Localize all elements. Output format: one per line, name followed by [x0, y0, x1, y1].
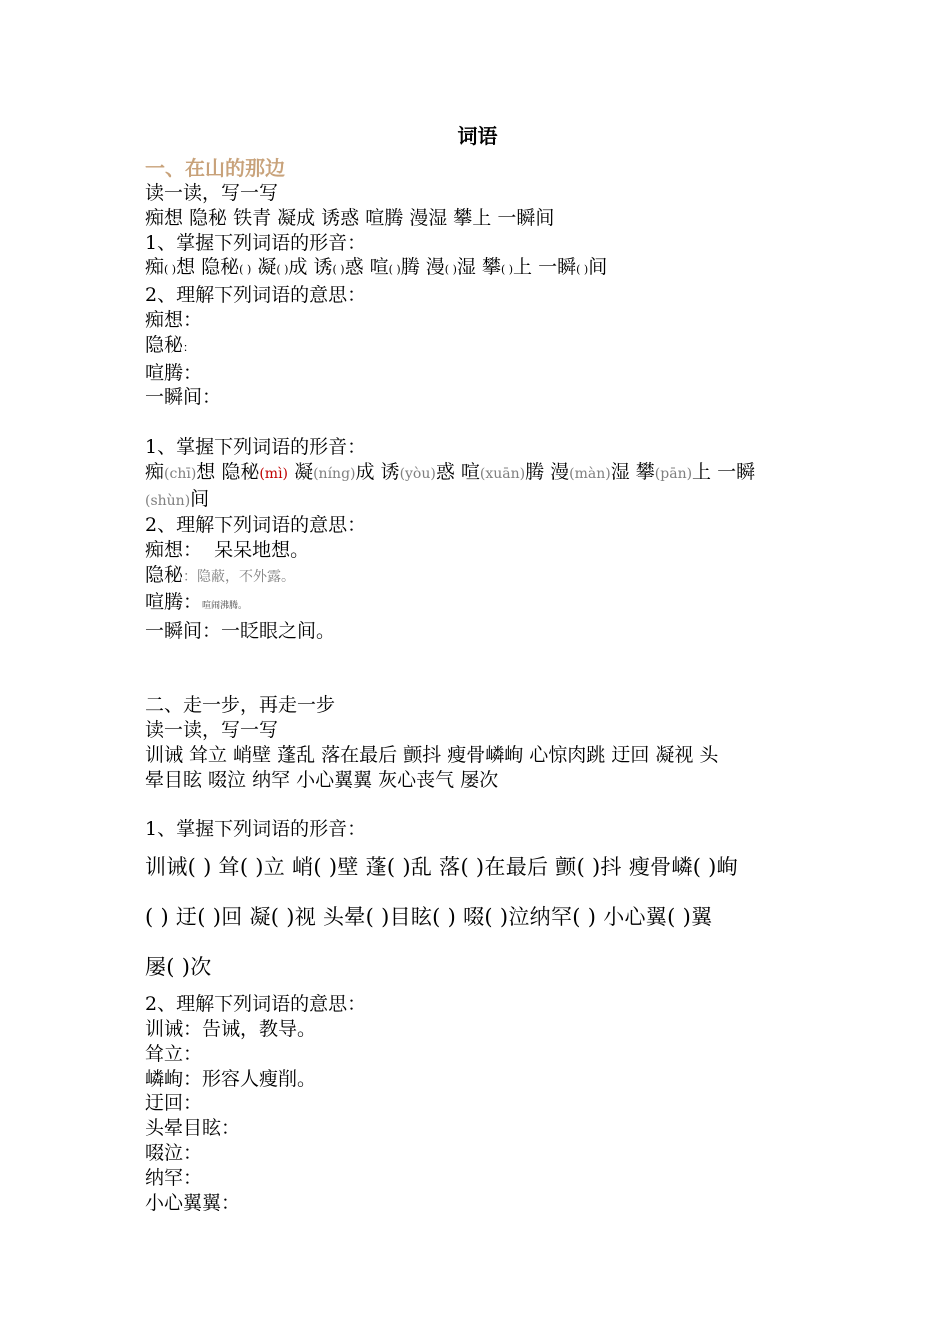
pinyin: (chī)	[164, 465, 197, 482]
s1-q1-item: 痴( )想	[145, 256, 202, 279]
pinyin-highlight: (mì)	[259, 465, 289, 482]
s2-definition: 嶙峋：形容人瘦削。	[145, 1067, 317, 1090]
s1-answer-q1-heading: 1、掌握下列词语的形音：	[145, 435, 367, 458]
s2-word-list-line1: 训诫 耸立 峭壁 蓬乱 落在最后 颤抖 瘦骨嶙峋 心惊肉跳 迂回 凝视 头	[145, 743, 719, 766]
s1-q2-term: 隐秘：	[145, 333, 195, 356]
s2-definition: 啜泣：	[145, 1141, 203, 1164]
s1-meaning-chixiang: 痴想： 呆呆地想。	[145, 539, 310, 562]
s1-q1-heading: 1、掌握下列词语的形音：	[145, 231, 367, 254]
s2-definition: 小心翼翼：	[145, 1191, 241, 1214]
s1-answer-items: 痴(chī)想 隐秘(mì) 凝(níng)成 诱(yòu)惑 喧(xuān)腾 漫(màn)湿 攀(pān)上 一瞬	[145, 460, 756, 483]
s1-answer-items-cont: (shùn)间	[145, 487, 210, 510]
s1-meaning-yishunjian: 一瞬间：一眨眼之间。	[145, 619, 336, 642]
pinyin: (màn)	[569, 465, 611, 482]
s1-meaning-xuanteng: 喧腾：喧闹沸腾。	[145, 590, 248, 613]
s2-definition: 迂回：	[145, 1092, 203, 1115]
pinyin: (pān)	[654, 465, 693, 482]
s1-q2-heading: 2、理解下列词语的意思：	[145, 284, 367, 307]
document-page	[145, 118, 810, 1215]
document-title: 词语	[457, 124, 498, 148]
s1-q1-item: 凝( )成	[257, 256, 314, 279]
s2-definition: 训诫：告诫，教导。	[145, 1017, 317, 1040]
pinyin: (níng)	[313, 465, 356, 482]
s2-read-write: 读一读，写一写	[145, 719, 279, 742]
pinyin: (shùn)	[145, 492, 191, 509]
s1-q2-term: 痴想：	[145, 308, 203, 331]
pinyin: (xuān)	[479, 465, 526, 482]
s1-q1-item: 漫( )湿	[425, 256, 482, 279]
s1-q1-item: 喧( )腾	[369, 256, 426, 279]
s1-q1-item: 攀( )上	[481, 256, 539, 279]
s1-meaning-yinmi: 隐秘：隐蔽，不外露。	[145, 563, 296, 586]
s2-definition: 头晕目眩：	[145, 1117, 241, 1140]
pinyin: (yòu)	[399, 465, 436, 482]
s2-q2-heading: 2、理解下列词语的意思：	[145, 993, 367, 1016]
s2-q1-heading: 1、掌握下列词语的形音：	[145, 818, 367, 841]
s1-answer-q2-heading: 2、理解下列词语的意思：	[145, 514, 367, 537]
s2-q1-line1: 训诫( ) 耸( )立 峭( )壁 蓬( )乱 落( )在最后 颤( )抖 瘦骨嶙( )峋	[145, 855, 738, 880]
section2-heading: 二、走一步，再走一步	[145, 694, 336, 717]
s2-q1-line2: ( ) 迂( )回 凝( )视 头晕( )目眩( ) 啜( )泣纳罕( ) 小心翼( )翼	[145, 905, 713, 930]
section1-heading: 一、在山的那边	[145, 156, 285, 180]
s1-q1-item: 一瞬( )间	[538, 256, 608, 279]
s1-word-list: 痴想 隐秘 铁青 凝成 诱惑 喧腾 漫湿 攀上 一瞬间	[145, 206, 555, 229]
s1-q1-item: 诱( )惑	[313, 256, 370, 279]
s1-q1-items	[145, 255, 810, 283]
s2-q1-line3: 屡( )次	[145, 955, 212, 980]
s1-q2-term: 喧腾：	[145, 361, 203, 384]
s1-q1-item: 隐秘( )	[201, 256, 252, 279]
s2-definition: 耸立：	[145, 1042, 203, 1065]
s2-definition: 纳罕：	[145, 1166, 203, 1189]
s1-read-write: 读一读，写一写	[145, 182, 279, 204]
s2-word-list-line2: 晕目眩 啜泣 纳罕 小心翼翼 灰心丧气 屡次	[145, 768, 499, 791]
s1-q2-term: 一瞬间：	[145, 386, 222, 409]
